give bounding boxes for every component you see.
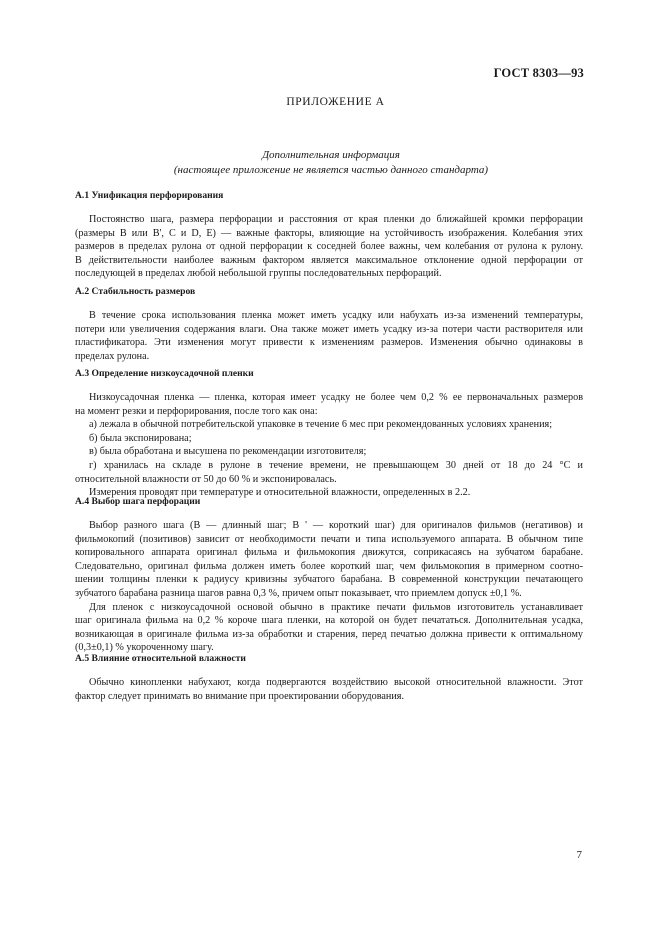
- text-line: пластификатора. Эти изменения могут привести к изменениям размеров. Изменения обычно одинаковы в: [75, 337, 583, 349]
- section-a3-heading: А.3 Определение низкоусадочной пленки: [75, 368, 254, 379]
- text-line: возникающая в оригинале фильма из-за обработки и старения, перед печатью должна привести к оптимальному: [75, 628, 583, 640]
- text-line: В действительности наиболее важным фактором является максимальное отклонение одной перфорации от: [75, 254, 583, 266]
- page-number: 7: [576, 849, 582, 861]
- text-line: фактор следует принимать во внимание при проектировании оборудования.: [75, 690, 405, 702]
- text-line: Для пленок с низкоусадочной основой обычно в практике печати фильмов изготовитель устанавливает: [89, 601, 583, 613]
- text-line: (0,3±0,1) % укороченному шагу.: [75, 642, 214, 654]
- subtitle-line-2: (настоящее приложение не является частью данного стандарта): [173, 164, 489, 176]
- appendix-title: ПРИЛОЖЕНИЕ А: [286, 96, 385, 108]
- text-line: пределах рулона.: [75, 350, 150, 362]
- standard-code: ГОСТ 8303—93: [493, 66, 584, 80]
- text-line: потери или увеличения содержания влаги. Она также может иметь усадку из-за потери части растворителя или: [75, 323, 583, 335]
- text-line: Низкоусадочная пленка — пленка, которая имеет усадку не более чем 0,2 % ее первоначальных размеров: [89, 392, 583, 403]
- text-line: Постоянство шага, размера перфорации и расстояния от края пленки до ближайшей кромки перфорации: [89, 214, 583, 225]
- appendix-subtitle: [75, 148, 587, 178]
- section-a1-heading: А.1 Унификация перфорирования: [75, 190, 224, 201]
- text-line: шаг оригинала фильма на 0,2 % короче шага пленки, на которой он будет печататься. Дополнительная усадка,: [75, 615, 583, 627]
- list-item-g: г) хранилась на складе в рулоне в течение времени, не превышающем 30 дней от 18 до 24 °С и: [89, 459, 583, 471]
- text-line: размеров в пределах рулона от одной перфорации к соседней более важны, чем колебания от рулона к рулону.: [75, 241, 583, 253]
- list-item-b: б) была экспонирована;: [89, 432, 192, 444]
- text-line: относительной влажности от 50 до 60 % и экспонировалась.: [75, 473, 337, 485]
- text-line: фильмокопий (позитивов) зависит от необходимости печати и типа используемого аппарата. В обычном типе: [75, 533, 583, 545]
- text-line: Выбор разного шага (B — длинный шаг; B ' — короткий шаг) для оригиналов фильмов (негативов) и: [89, 520, 583, 531]
- text-line: (размеры B или B', C и D, E) — важные факторы, влияющие на устойчивость изображения. Колебания этих: [75, 227, 583, 239]
- section-a2-text: [75, 309, 583, 363]
- section-a4-heading: А.4 Выбор шага перфорации: [75, 496, 201, 507]
- list-item-v: в) была обработана и высушена по рекомендации изготовителя;: [89, 446, 367, 458]
- subtitle-line-1: Дополнительная информация: [262, 149, 400, 161]
- list-item-a: а) лежала в обычной потребительской упаковке в течение 6 мес при рекомендованных условиях хранения;: [89, 419, 553, 431]
- text-line: В течение срока использования пленка может иметь усадку или набухать из-за изменений температуры,: [89, 310, 583, 321]
- text-line: копировального аппарата оригинал фильма и фильмокопия движутся, соприкасаясь на зубчатом барабане.: [75, 547, 583, 559]
- text-line: Измерения проводят при температуре и относительной влажности, определенных в 2.2.: [89, 487, 471, 499]
- section-a5-heading: А.5 Влияние относительной влажности: [75, 653, 246, 664]
- section-a4-text: [75, 519, 583, 655]
- section-a3-text: [75, 391, 583, 500]
- text-line: последующей в пределах любой небольшой группы последовательных перфораций.: [75, 268, 442, 280]
- text-line: Обычно кинопленки набухают, когда подвергаются воздействию высокой относительной влажности. Этот: [89, 677, 583, 688]
- text-line: на момент резки и перфорирования, после того как она:: [75, 405, 318, 417]
- text-line: зубчатого барабана разница шагов равна 0,3 %, причем опыт показывает, что приемлем допуск ±0,1 %.: [75, 587, 522, 599]
- section-a5-text: [75, 676, 583, 703]
- text-line: Следовательно, оригинал фильма должен иметь более короткий шаг, чем фильмокопия в примерном соотно-: [75, 560, 583, 572]
- text-line: шении толщины пленки к радиусу кривизны зубчатого барабана. В современной конструкции печатающего: [75, 574, 583, 586]
- section-a1-text: [75, 213, 583, 281]
- section-a2-heading: А.2 Стабильность размеров: [75, 286, 196, 297]
